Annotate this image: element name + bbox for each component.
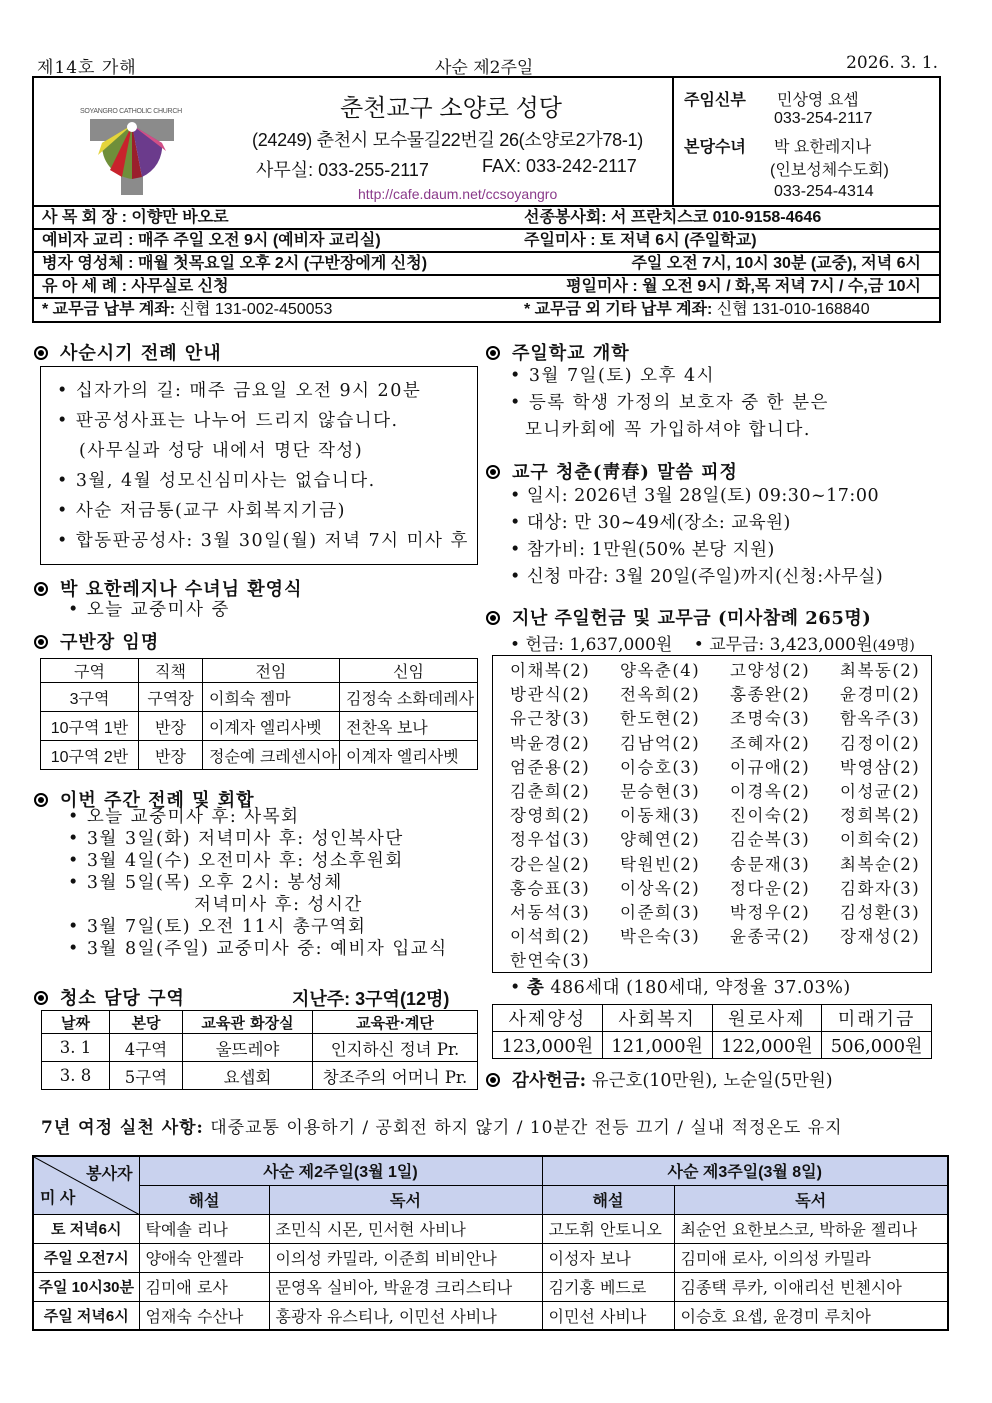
donor-name: 윤종국(2) xyxy=(730,927,811,947)
funds-header-row xyxy=(493,1005,932,1032)
column-header: 전임 xyxy=(203,659,340,683)
school-item: • 등록 학생 가정의 보호자 중 한 분은 xyxy=(510,390,829,417)
lent-box xyxy=(40,366,478,565)
donor-name: 김성환(3) xyxy=(840,903,921,922)
donor-name: 이희숙(2) xyxy=(840,830,921,850)
table-cell: 김정숙 소화데레사 xyxy=(340,683,478,712)
donor-name: 문승현(3) xyxy=(620,782,701,801)
sick-communion: 병자 영성체 : 매월 첫목요일 오후 2시 (구반장에게 신청) xyxy=(42,255,428,272)
donor-names-box xyxy=(492,655,932,973)
practice-label: 7년 여정 실천 사항: xyxy=(41,1118,204,1138)
infant-baptism: 유 아 세 례 : 사무실로 신청 xyxy=(42,278,229,295)
other-account: 신협 131-010-168840 xyxy=(716,301,870,318)
corner-cell xyxy=(33,1156,139,1214)
week-item: • 3월 3일(화) 저녁미사 후: 성인복사단 xyxy=(68,828,448,850)
donor-name: 전옥희(2) xyxy=(620,685,701,705)
dues-count: (49명) xyxy=(872,638,915,654)
donor-name: 박정우(2) xyxy=(730,903,811,922)
commentator: 고도휘 안토니오 xyxy=(542,1214,674,1243)
sister-phone: 033-254-4314 xyxy=(774,183,874,200)
weekday-mass: 평일미사 : 월 오전 9시 / 화,목 저녁 7시 / 수,금 10시 xyxy=(566,278,921,295)
donor-name: 이상옥(2) xyxy=(620,878,701,898)
bullet-circle-icon xyxy=(34,793,48,807)
readers: 김미애 로사, 이의성 카밀라 xyxy=(674,1243,948,1272)
commentator: 이민선 사비나 xyxy=(542,1301,674,1330)
table-row xyxy=(41,741,478,770)
bullet-circle-icon xyxy=(486,611,500,625)
donor-name: 윤경미(2) xyxy=(840,685,921,705)
church-info-box xyxy=(32,76,941,323)
readers: 문영옥 실비아, 박윤경 크리스티나 xyxy=(269,1272,542,1301)
table-row xyxy=(41,683,478,712)
logo-text: SOYANGRO CATHOLIC CHURCH xyxy=(80,108,182,115)
sunday-mass-saturday: 주일미사 : 토 저녁 6시 (주일학교) xyxy=(524,232,757,249)
youth-item: • 신청 마감: 3월 20일(주일)까지(신청:사무실) xyxy=(510,564,883,591)
table-row xyxy=(41,712,478,741)
youth-item: • 참가비: 1만원(50% 본당 지원) xyxy=(510,537,883,564)
table-cell: 10구역 1반 xyxy=(41,712,139,741)
church-logo-icon xyxy=(80,115,190,195)
bullet-circle-icon xyxy=(486,346,500,360)
dues-account: 신협 131-002-450053 xyxy=(179,301,333,318)
column-header: 직책 xyxy=(139,659,203,683)
mass-row xyxy=(33,1214,948,1243)
table-cell: 요셉회 xyxy=(183,1062,313,1090)
readers: 조민식 시몬, 민서현 사비나 xyxy=(269,1214,542,1243)
week-title: 이번 주간 전례 및 회합 xyxy=(60,790,255,811)
table-header-row xyxy=(41,659,478,683)
week2-header: 사순 제3주일(3월 8일) xyxy=(542,1156,948,1185)
lent-title: 사순시기 전례 안내 xyxy=(60,343,222,364)
lent-item: (사무실과 성당 내에서 명단 작성) xyxy=(79,441,364,461)
school-item: 모니카회에 꼭 가입하셔야 합니다. xyxy=(525,420,811,440)
donor-name: 강은실(2) xyxy=(510,854,591,874)
servers-label: 봉사자 xyxy=(86,1166,133,1183)
thanks-donors: 유근호(10만원), 노순일(5만원) xyxy=(591,1071,833,1091)
donor-name: 유근창(3) xyxy=(510,709,591,729)
donor-name: 정다운(2) xyxy=(730,878,811,898)
mass-row xyxy=(33,1243,948,1272)
bullet-circle-icon xyxy=(486,465,500,479)
donor-name: 방관식(2) xyxy=(510,685,591,705)
lent-item: • 사순 저금통(교구 사회복지기금) xyxy=(57,496,477,526)
cleaning-title: 청소 담당 구역 xyxy=(60,988,185,1009)
donor-name: 이경옥(2) xyxy=(730,782,811,801)
mass-time: 주일 10시30분 xyxy=(33,1272,139,1301)
table-cell: 인지하신 정녀 Pr. xyxy=(313,1034,478,1062)
table-cell: 3구역 xyxy=(41,683,139,712)
donor-name: 정희복(2) xyxy=(840,806,921,826)
welcome-item: • 오늘 교중미사 중 xyxy=(68,596,230,621)
church-name: 춘천교구 소양로 성당 xyxy=(340,95,562,122)
funds-table xyxy=(492,1004,932,1059)
column-header: 날짜 xyxy=(42,1011,110,1034)
readers: 홍광자 유스티나, 이민선 사비나 xyxy=(269,1301,542,1330)
donor-name: 김순복(3) xyxy=(730,830,811,850)
week-item: • 3월 7일(토) 오전 11시 총구역회 xyxy=(68,916,448,938)
donor-name: 양옥춘(4) xyxy=(620,661,701,680)
fund-name: 사회복지 xyxy=(602,1005,712,1032)
table-cell: 3. 1 xyxy=(42,1034,110,1062)
youth-title: 교구 청춘(靑春) 말씀 피정 xyxy=(512,462,738,483)
practice-line xyxy=(41,1113,843,1138)
commentator: 김기홍 베드로 xyxy=(542,1272,674,1301)
week-item: 저녁미사 후: 성시간 xyxy=(194,895,363,915)
donor-name: 홍승표(3) xyxy=(510,878,591,898)
pastoral-council-president: 사 목 회 장 : 이향만 바오로 xyxy=(42,209,229,226)
table-header-row xyxy=(42,1011,478,1034)
youth-item: • 대상: 만 30~49세(장소: 교육원) xyxy=(510,510,883,537)
table-cell: 10구역 2반 xyxy=(41,741,139,770)
donor-name: 최복순(2) xyxy=(840,854,921,874)
week1-header: 사순 제2주일(3월 1일) xyxy=(139,1156,542,1185)
mass-time: 토 저녁6시 xyxy=(33,1214,139,1243)
table-cell: 울뜨레야 xyxy=(183,1034,313,1062)
table-row xyxy=(42,1062,478,1090)
donor-name: 박은숙(3) xyxy=(620,927,701,947)
donor-name: 이성균(2) xyxy=(840,782,921,801)
table-cell: 전찬옥 보나 xyxy=(340,712,478,741)
reading-header: 독서 xyxy=(674,1185,948,1214)
mass-row xyxy=(33,1301,948,1330)
collection-amount: • 헌금: 1,637,000원 xyxy=(510,635,672,655)
fund-amount: 122,000원 xyxy=(712,1032,822,1059)
table-cell: 정순예 크레센시아 xyxy=(203,741,340,770)
donor-name: 이채복(2) xyxy=(510,661,591,680)
column-header: 신임 xyxy=(340,659,478,683)
thanks-label: 감사헌금: xyxy=(512,1071,587,1091)
readers: 이의성 카밀라, 이준희 비비안나 xyxy=(269,1243,542,1272)
table-cell: 이계자 엘리사벳 xyxy=(203,712,340,741)
column-header: 구역 xyxy=(41,659,139,683)
mass-row xyxy=(33,1272,948,1301)
other-account-label: * 교무금 외 기타 납부 계좌: xyxy=(524,301,713,318)
donor-name: 이승호(3) xyxy=(620,757,701,777)
donor-name: 서동석(3) xyxy=(510,903,591,922)
donor-name: 한연숙(3) xyxy=(510,951,591,971)
sister-name: 박 요한레지나 xyxy=(774,139,872,156)
donor-name: 장영희(2) xyxy=(510,806,591,826)
donor-name: 김남억(2) xyxy=(620,733,701,753)
readers: 김종택 루카, 이애리선 빈첸시아 xyxy=(674,1272,948,1301)
donor-name: 양혜연(2) xyxy=(620,830,701,850)
donor-name: 홍종완(2) xyxy=(730,685,811,705)
commentator: 김미애 로사 xyxy=(139,1272,269,1301)
week-item: • 3월 4일(수) 오전미사 후: 성소후원회 xyxy=(68,850,448,872)
donor-name: 이석희(2) xyxy=(510,927,591,947)
column-header: 교육관 화장실 xyxy=(183,1011,313,1034)
donor-name: 송문재(3) xyxy=(730,854,811,874)
issue-number: 제14호 가해 xyxy=(37,58,137,78)
total-households: 486세대 (180세대, 약정율 37.03%) xyxy=(550,978,851,998)
table-cell: 3. 8 xyxy=(42,1062,110,1090)
cleaning-table xyxy=(41,1010,478,1090)
fund-amount: 123,000원 xyxy=(493,1032,603,1059)
mass-label: 미 사 xyxy=(40,1189,76,1207)
fund-amount: 506,000원 xyxy=(822,1032,932,1059)
week-item: • 3월 5일(목) 오후 2시: 봉성체 xyxy=(68,872,448,894)
sister-order: (인보성체수도회) xyxy=(770,162,889,179)
table-cell: 이희숙 젬마 xyxy=(203,683,340,712)
fund-name: 사제양성 xyxy=(493,1005,603,1032)
youth-item: • 일시: 2026년 3월 28일(토) 09:30~17:00 xyxy=(510,483,883,510)
commentator: 양애숙 안젤라 xyxy=(139,1243,269,1272)
readers: 이승호 요셉, 윤경미 루치아 xyxy=(674,1301,948,1330)
total-label: 총 xyxy=(526,978,545,998)
table-cell: 구역장 xyxy=(139,683,203,712)
commentator: 엄재숙 수산나 xyxy=(139,1301,269,1330)
donor-name: 정우섭(3) xyxy=(510,830,591,850)
donor-name: 고양성(2) xyxy=(730,661,811,680)
table-cell: 반장 xyxy=(139,741,203,770)
commentator: 탁예솔 리나 xyxy=(139,1214,269,1243)
lent-item: • 합동판공성사: 3월 30일(월) 저녁 7시 미사 후 xyxy=(57,526,477,556)
mass-time: 주일 오전7시 xyxy=(33,1243,139,1272)
readers: 최순언 요한보스코, 박하윤 젤리나 xyxy=(674,1214,948,1243)
donor-name: 한도현(2) xyxy=(620,709,701,729)
welcome-title: 박 요한레지나 수녀님 환영식 xyxy=(60,579,303,600)
school-title: 주일학교 개학 xyxy=(512,343,630,364)
fund-name: 미래기금 xyxy=(822,1005,932,1032)
table-row xyxy=(42,1034,478,1062)
column-header: 교육관·계단 xyxy=(313,1011,478,1034)
donor-name: 최복동(2) xyxy=(840,661,921,680)
donor-name: 박영삼(2) xyxy=(840,757,921,777)
pastor-phone: 033-254-2117 xyxy=(774,110,873,127)
bullet-circle-icon xyxy=(34,346,48,360)
donor-name: 이준희(3) xyxy=(620,903,701,922)
donor-name: 함옥주(3) xyxy=(840,709,921,729)
week-item: • 3월 8일(주일) 교중미사 중: 예비자 입교식 xyxy=(68,938,448,960)
school-item: • 3월 7일(토) 오후 4시 xyxy=(510,363,829,390)
lent-item: • 판공성사표는 나누어 드리지 않습니다. xyxy=(57,406,477,436)
table-cell: 이계자 엘리사벳 xyxy=(340,741,478,770)
issue-date: 2026. 3. 1. xyxy=(846,53,938,73)
bullet-circle-icon xyxy=(34,635,48,649)
donor-name: 김춘희(2) xyxy=(510,782,591,801)
table-cell: 5구역 xyxy=(110,1062,183,1090)
comment-header: 해설 xyxy=(139,1185,269,1214)
donor-name: 조명숙(3) xyxy=(730,709,811,729)
donor-name: 장재성(2) xyxy=(840,927,921,947)
cafe-link[interactable]: http://cafe.daum.net/ccsoyangro xyxy=(358,186,558,202)
lent-item: • 3월, 4월 성모신심미사는 없습니다. xyxy=(57,466,477,496)
cleaning-last-week: 지난주: 3구역(12명) xyxy=(292,989,450,1009)
donor-name: 진이숙(2) xyxy=(730,806,811,826)
donor-name: 박윤경(2) xyxy=(510,733,591,753)
bullet-circle-icon xyxy=(486,1073,500,1087)
fax-number: FAX: 033-242-2117 xyxy=(482,156,637,176)
leaders-table xyxy=(40,658,478,770)
donor-name: 김화자(3) xyxy=(840,878,921,898)
funeral-service: 선종봉사회: 서 프란치스코 010-9158-4646 xyxy=(524,209,822,226)
liturgical-week: 사순 제2주일 xyxy=(435,58,534,78)
offering-title: 지난 주일헌금 및 교무금 (미사참례 265명) xyxy=(512,608,872,629)
donor-name: 탁원빈(2) xyxy=(620,854,701,874)
table-cell: 4구역 xyxy=(110,1034,183,1062)
fund-amount: 121,000원 xyxy=(602,1032,712,1059)
dues-account-label: * 교무금 납부 계좌: xyxy=(42,301,176,318)
lent-item: • 십자가의 길: 매주 금요일 오전 9시 20분 xyxy=(57,376,477,406)
practice-items: 대중교통 이용하기 / 공회전 하지 않기 / 10분간 전등 끄기 / 실내 적정온도 유지 xyxy=(210,1118,843,1138)
church-address: (24249) 춘천시 모수물길22번길 26(소양로2가78-1) xyxy=(252,130,643,150)
sunday-mass-times: 주일 오전 7시, 10시 30분 (교중), 저녁 6시 xyxy=(631,255,921,272)
office-phone: 사무실: 033-255-2117 xyxy=(256,160,429,180)
pastor-label: 주임신부 xyxy=(684,92,746,109)
pastor-name: 민상영 요셉 xyxy=(777,92,859,109)
table-cell: 창조주의 어머니 Pr. xyxy=(313,1062,478,1090)
funds-value-row xyxy=(493,1032,932,1059)
catechumen-class: 예비자 교리 : 매주 주일 오전 9시 (예비자 교리실) xyxy=(42,232,381,249)
donor-name: 조혜자(2) xyxy=(730,733,811,753)
donor-name: 엄준용(2) xyxy=(510,757,591,777)
reading-header: 독서 xyxy=(269,1185,542,1214)
dues-amount: 교무금: 3,423,000원 xyxy=(709,635,873,655)
bullet-circle-icon xyxy=(34,991,48,1005)
donor-name: 김정이(2) xyxy=(840,733,921,753)
servers-table xyxy=(32,1155,949,1331)
comment-header: 해설 xyxy=(542,1185,674,1214)
church-logo xyxy=(80,108,190,199)
column-header: 본당 xyxy=(110,1011,183,1034)
donor-name: 이동채(3) xyxy=(620,806,701,826)
fund-name: 원로사제 xyxy=(712,1005,822,1032)
mass-time: 주일 저녁6시 xyxy=(33,1301,139,1330)
leaders-title: 구반장 임명 xyxy=(60,632,160,653)
table-cell: 반장 xyxy=(139,712,203,741)
commentator: 이성자 보나 xyxy=(542,1243,674,1272)
week-item: • 오늘 교중미사 후: 사목회 xyxy=(68,806,448,828)
donor-name: 이규애(2) xyxy=(730,757,811,777)
sister-label: 본당수녀 xyxy=(684,139,746,156)
bullet-circle-icon xyxy=(34,582,48,596)
